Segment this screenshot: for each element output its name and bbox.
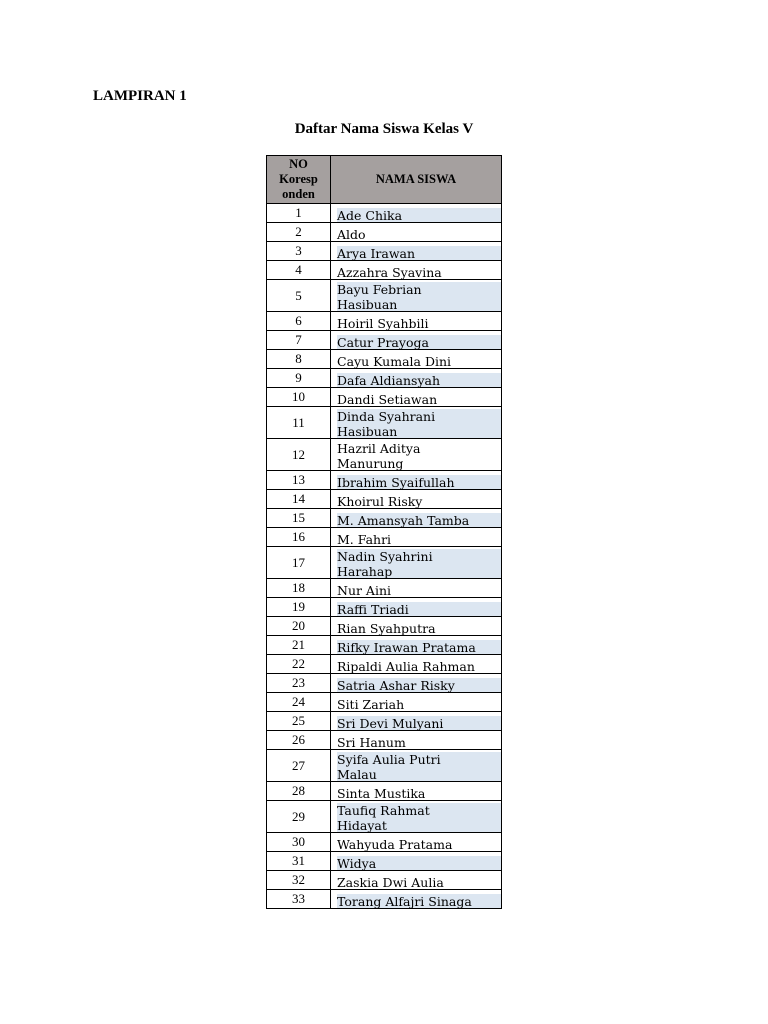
- student-name-cell: [331, 579, 502, 598]
- student-name-cell: [331, 407, 502, 439]
- row-number: 11: [267, 407, 331, 439]
- student-name-cell: [331, 655, 502, 674]
- table-row: [267, 801, 502, 833]
- table-row: [267, 782, 502, 801]
- table-row: [267, 261, 502, 280]
- student-name: Ripaldi Aulia Rahman: [337, 658, 475, 674]
- document-title: Daftar Nama Siswa Kelas V: [294, 121, 474, 137]
- student-name-line: Hasibuan: [337, 424, 501, 440]
- student-name-line: Hidayat: [337, 818, 501, 834]
- header-no: [267, 156, 331, 204]
- student-name-line: Manurung: [337, 455, 404, 471]
- table-row: [267, 712, 502, 731]
- table-row: [267, 223, 502, 242]
- table-row: [267, 890, 502, 909]
- student-name-cell: [331, 547, 502, 579]
- student-name-line: Harahap: [337, 564, 501, 580]
- student-name-cell: [331, 261, 502, 280]
- row-number: 6: [267, 312, 331, 331]
- student-name: Rian Syahputra: [337, 620, 436, 636]
- student-name: Zaskia Dwi Aulia: [337, 874, 444, 890]
- student-name: M. Fahri: [337, 531, 392, 547]
- student-name: Sinta Mustika: [337, 785, 426, 801]
- row-number: 14: [267, 490, 331, 509]
- student-name-line: Syifa Aulia Putri: [337, 752, 501, 768]
- row-number: 3: [267, 242, 331, 261]
- table-row: [267, 331, 502, 350]
- student-name-cell: [331, 598, 502, 617]
- student-name: Azzahra Syavina: [337, 264, 442, 280]
- table-row: [267, 242, 502, 261]
- table-row: [267, 598, 502, 617]
- table-row: [267, 547, 502, 579]
- student-name-cell: [331, 490, 502, 509]
- table-row: [267, 871, 502, 890]
- student-name-line: Hazril Aditya: [337, 441, 421, 456]
- row-number: 29: [267, 801, 331, 833]
- student-name: Sri Hanum: [337, 734, 406, 750]
- table-row: [267, 204, 502, 223]
- table-row: [267, 852, 502, 871]
- student-name-cell: [331, 280, 502, 312]
- student-name-cell: [331, 750, 502, 782]
- row-number: 31: [267, 852, 331, 871]
- student-name: Arya Irawan: [337, 246, 501, 262]
- row-number: 9: [267, 369, 331, 388]
- student-name-cell: [331, 833, 502, 852]
- row-number: 28: [267, 782, 331, 801]
- row-number: 27: [267, 750, 331, 782]
- student-name-cell: [331, 439, 502, 471]
- row-number: 32: [267, 871, 331, 890]
- row-number: 12: [267, 439, 331, 471]
- student-name-cell: [331, 871, 502, 890]
- student-name-cell: [331, 693, 502, 712]
- table-row: [267, 636, 502, 655]
- student-name-line: Nadin Syahrini: [337, 549, 501, 565]
- table-row: [267, 388, 502, 407]
- page-heading: LAMPIRAN 1: [93, 88, 187, 104]
- student-name-cell: [331, 782, 502, 801]
- row-number: 7: [267, 331, 331, 350]
- header-no-line: Koresp: [279, 172, 318, 186]
- table-row: [267, 528, 502, 547]
- student-name: Widya: [337, 856, 501, 872]
- student-table: [266, 155, 502, 909]
- table-row: [267, 655, 502, 674]
- table-row: [267, 617, 502, 636]
- table-row: [267, 693, 502, 712]
- student-name-cell: [331, 852, 502, 871]
- student-name: Nur Aini: [337, 582, 392, 598]
- student-name-cell: [331, 204, 502, 223]
- row-number: 5: [267, 280, 331, 312]
- row-number: 24: [267, 693, 331, 712]
- student-name: Raffi Triadi: [337, 602, 501, 618]
- student-name: Rifky Irawan Pratama: [337, 640, 501, 656]
- row-number: 2: [267, 223, 331, 242]
- table-body: [267, 204, 502, 909]
- table-row: [267, 579, 502, 598]
- row-number: 23: [267, 674, 331, 693]
- student-name-line: Bayu Febrian: [337, 282, 501, 298]
- row-number: 19: [267, 598, 331, 617]
- student-name: Sri Devi Mulyani: [337, 716, 501, 732]
- table-row: [267, 280, 502, 312]
- row-number: 21: [267, 636, 331, 655]
- student-name: Hoiril Syahbili: [337, 315, 429, 331]
- row-number: 10: [267, 388, 331, 407]
- header-no-line: NO: [289, 157, 308, 171]
- student-name: Ade Chika: [337, 208, 501, 224]
- student-name: Dafa Aldiansyah: [337, 373, 501, 389]
- table-row: [267, 407, 502, 439]
- row-number: 8: [267, 350, 331, 369]
- table-row: [267, 509, 502, 528]
- student-name-cell: [331, 636, 502, 655]
- table-row: [267, 350, 502, 369]
- table-row: [267, 471, 502, 490]
- student-name: Ibrahim Syaifullah: [337, 475, 501, 491]
- row-number: 20: [267, 617, 331, 636]
- student-name: Satria Ashar Risky: [337, 678, 501, 694]
- row-number: 1: [267, 204, 331, 223]
- student-name-cell: [331, 312, 502, 331]
- student-name-cell: [331, 890, 502, 909]
- row-number: 25: [267, 712, 331, 731]
- row-number: 22: [267, 655, 331, 674]
- student-name-cell: [331, 471, 502, 490]
- row-number: 13: [267, 471, 331, 490]
- row-number: 17: [267, 547, 331, 579]
- student-name: M. Amansyah Tamba: [337, 513, 501, 529]
- header-no-line: onden: [282, 187, 315, 201]
- student-name-cell: [331, 509, 502, 528]
- table-row: [267, 490, 502, 509]
- student-name: Khoirul Risky: [337, 493, 423, 509]
- student-name-line: Hasibuan: [337, 297, 501, 313]
- student-name-cell: [331, 617, 502, 636]
- student-name: Wahyuda Pratama: [337, 836, 453, 852]
- table-row: [267, 674, 502, 693]
- table-row: [267, 833, 502, 852]
- student-name-cell: [331, 350, 502, 369]
- row-number: 4: [267, 261, 331, 280]
- table-row: [267, 439, 502, 471]
- student-name-line: Taufiq Rahmat: [337, 803, 501, 819]
- student-name-cell: [331, 528, 502, 547]
- student-name-cell: [331, 712, 502, 731]
- table-row: [267, 369, 502, 388]
- student-name-cell: [331, 331, 502, 350]
- student-name-line: Dinda Syahrani: [337, 409, 501, 425]
- student-name-cell: [331, 731, 502, 750]
- student-name-cell: [331, 801, 502, 833]
- student-name: Dandi Setiawan: [337, 391, 438, 407]
- student-name-cell: [331, 388, 502, 407]
- header-name: NAMA SISWA: [331, 156, 502, 204]
- row-number: 18: [267, 579, 331, 598]
- student-name-cell: [331, 369, 502, 388]
- row-number: 16: [267, 528, 331, 547]
- row-number: 26: [267, 731, 331, 750]
- row-number: 30: [267, 833, 331, 852]
- student-name: Aldo: [337, 226, 366, 242]
- student-name: Torang Alfajri Sinaga: [337, 894, 501, 910]
- student-name-cell: [331, 223, 502, 242]
- table-row: [267, 312, 502, 331]
- student-name-line: Malau: [337, 767, 501, 783]
- student-name: Siti Zariah: [337, 696, 405, 712]
- table-row: [267, 731, 502, 750]
- table-row: [267, 750, 502, 782]
- student-name: Cayu Kumala Dini: [337, 353, 452, 369]
- row-number: 33: [267, 890, 331, 909]
- student-name-cell: [331, 242, 502, 261]
- table-header-row: [267, 156, 502, 204]
- student-name-cell: [331, 674, 502, 693]
- row-number: 15: [267, 509, 331, 528]
- student-name: Catur Prayoga: [337, 335, 501, 351]
